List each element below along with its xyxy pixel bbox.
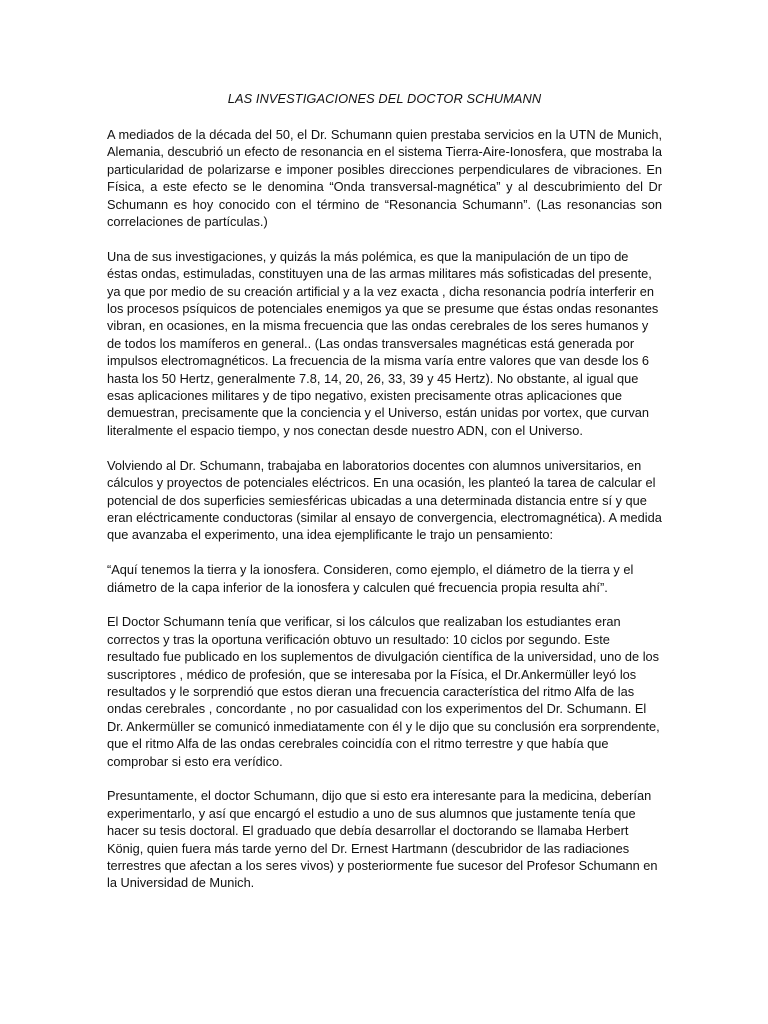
paragraph-military-applications: Una de sus investigaciones, y quizás la más polémica, es que la manipulación de un tipo de éstas ondas, estimuladas, constituyen una de las armas militares más sofisticadas del presente, ya que por medio de su creación artificial y a la vez exacta , dicha resonancia podría interferir en los procesos psíquicos de potenciales enemigos ya que se presume que éstas ondas resonantes vibran, en ocasiones, en la misma frecuencia que las ondas cerebrales de los seres humanos y de todos los mamíferos en general.. (Las ondas transversales magnéticas está generada por impulsos electromagnéticos. La frecuencia de la misma varía entre valores que van desde los 6 hasta los 50 Hertz, generalmente 7.8, 14, 20, 26, 33, 39 y 45 Hertz). No obstante, al igual que esas aplicaciones militares y de tipo negativo, existen precisamente otras aplicaciones que demuestran, precisamente que la conciencia y el Universo, están unidas por vortex, que curvan literalmente el espacio tiempo, y nos conectan desde nuestro ADN, con el Universo.: [107, 248, 659, 438]
paragraph-laboratory-experiment: Volviendo al Dr. Schumann, trabajaba en laboratorios docentes con alumnos universitarios, en cálculos y proyectos de potenciales eléctricos. En una ocasión, les planteó la tarea de calcular el potencial de dos superficies semiesféricas ubicadas a una determinada distancia entre sí y que eran eléctricamente conductoras (similar al ensayo de convergencia, electromagnética). A medida que avanzaba el experimento, una idea ejemplificante le trajo un pensamiento:: [107, 457, 662, 543]
paragraph-herbert-konig: Presuntamente, el doctor Schumann, dijo que si esto era interesante para la medicina, deberían experimentarlo, y así que encargó el estudio a uno de sus alumnos que justamente tenía que hacer su tesis doctoral. El graduado que debía desarrollar el doctorando se llamaba Herbert König, quien fuera más tarde yerno del Dr. Ernest Hartmann (descubridor de las radiaciones terrestres que afectan a los seres vivos) y posteriormente fue sucesor del Profesor Schumann en la Universidad de Munich.: [107, 788, 658, 891]
paragraph-schumann-resonance-discovery: A mediados de la década del 50, el Dr. Schumann quien prestaba servicios en la UTN de Munich, Alemania, descubrió un efecto de resonancia en el sistema Tierra-Aire-Ionosfera, que mostraba la particularidad de polarizarse e imponer posibles direcciones perpendiculares de vibraciones. En Física, a este efecto se le denomina “Onda transversal-magnética” y al descubrimiento del Dr Schumann es hoy conocido con el término de “Resonancia Schumann”. (Las resonancias son correlaciones de partículas.): [107, 127, 662, 230]
paragraph-quote-earth-ionosphere: “Aquí tenemos la tierra y la ionosfera. Consideren, como ejemplo, el diámetro de la tierra y el diámetro de la capa inferior de la ionosfera y calculen qué frecuencia propia resulta ahí”.: [107, 562, 634, 595]
paragraph-ankermuller-alpha-rhythm: El Doctor Schumann tenía que verificar, si los cálculos que realizaban los estudiantes eran correctos y tras la oportuna verificación obtuvo un resultado: 10 ciclos por segundo. Este resultado fue publicado en los suplementos de divulgación científica de la universidad, uno de los suscriptores , médico de profesión, que se interesaba por la Física, el Dr.Ankermüller leyó los resultados y le sorprendió que estos dieran una frecuencia característica del ritmo Alfa de las ondas cerebrales , concordante , no por casualidad con los experimentos del Dr. Schumann. El Dr. Ankermüller se comunicó inmediatamente con él y le dijo que su conclusión era sorprendente, que el ritmo Alfa de las ondas cerebrales coincidía con el ritmo terrestre y que había que comprobar si esto era verídico.: [107, 614, 660, 769]
document-title: LAS INVESTIGACIONES DEL DOCTOR SCHUMANN: [227, 91, 542, 106]
document-page: [107, 90, 662, 909]
